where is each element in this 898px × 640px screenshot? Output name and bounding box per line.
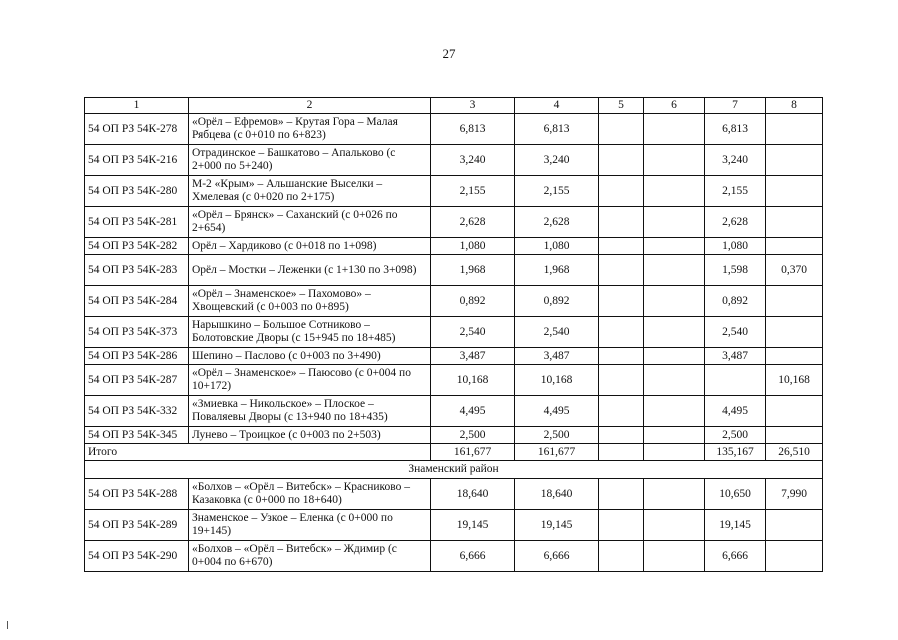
road-code: 54 ОП РЗ 54К-288 [85, 479, 189, 510]
value-c4: 2,155 [515, 176, 599, 207]
value-c3: 2,155 [431, 176, 515, 207]
value-c8 [766, 286, 823, 317]
total-row [85, 444, 823, 461]
table-row [85, 365, 823, 396]
value-c4: 19,145 [515, 510, 599, 541]
value-c8 [766, 427, 823, 444]
value-c8 [766, 207, 823, 238]
value-c7: 2,155 [705, 176, 766, 207]
value-c6 [644, 541, 705, 572]
value-c5 [599, 145, 644, 176]
road-name: «Орёл – Знаменское» – Паюсово (с 0+004 по 10+172) [189, 365, 431, 396]
value-c4: 2,628 [515, 207, 599, 238]
value-c7: 2,628 [705, 207, 766, 238]
road-code: 54 ОП РЗ 54К-290 [85, 541, 189, 572]
road-name: Знаменское – Узкое – Еленка (с 0+000 по 19+145) [189, 510, 431, 541]
value-c7: 3,487 [705, 348, 766, 365]
value-c3: 18,640 [431, 479, 515, 510]
value-c8 [766, 396, 823, 427]
value-c7 [705, 365, 766, 396]
road-name: Нарышкино – Большое Сотниково – Болотовские Дворы (с 15+945 по 18+485) [189, 317, 431, 348]
value-c5 [599, 510, 644, 541]
total-c7: 135,167 [705, 444, 766, 461]
table-row [85, 479, 823, 510]
column-number: 5 [599, 98, 644, 114]
road-code: 54 ОП РЗ 54К-282 [85, 238, 189, 255]
table-row [85, 207, 823, 238]
value-c4: 1,968 [515, 255, 599, 286]
value-c4: 6,666 [515, 541, 599, 572]
value-c7: 4,495 [705, 396, 766, 427]
value-c4: 2,540 [515, 317, 599, 348]
total-c3: 161,677 [431, 444, 515, 461]
table-row [85, 541, 823, 572]
column-number: 3 [431, 98, 515, 114]
value-c8 [766, 348, 823, 365]
table-row [85, 396, 823, 427]
value-c5 [599, 317, 644, 348]
value-c4: 6,813 [515, 114, 599, 145]
road-name: Орёл – Хардиково (с 0+018 по 1+098) [189, 238, 431, 255]
value-c6 [644, 286, 705, 317]
column-number-row [85, 98, 823, 114]
column-number: 1 [85, 98, 189, 114]
value-c7: 1,080 [705, 238, 766, 255]
value-c6 [644, 510, 705, 541]
value-c4: 3,487 [515, 348, 599, 365]
road-name: М-2 «Крым» – Альшанские Выселки – Хмелевая (с 0+020 по 2+175) [189, 176, 431, 207]
table-row [85, 317, 823, 348]
value-c6 [644, 238, 705, 255]
value-c8: 7,990 [766, 479, 823, 510]
value-c6 [644, 255, 705, 286]
value-c7: 0,892 [705, 286, 766, 317]
section-title: Знаменский район [85, 461, 823, 479]
table-row [85, 145, 823, 176]
road-code: 54 ОП РЗ 54К-345 [85, 427, 189, 444]
value-c5 [599, 396, 644, 427]
value-c3: 1,080 [431, 238, 515, 255]
value-c6 [644, 365, 705, 396]
road-name: Орёл – Мостки – Леженки (с 1+130 по 3+098) [189, 255, 431, 286]
total-c4: 161,677 [515, 444, 599, 461]
value-c7: 1,598 [705, 255, 766, 286]
table-row [85, 510, 823, 541]
value-c5 [599, 348, 644, 365]
value-c3: 3,240 [431, 145, 515, 176]
table-row [85, 114, 823, 145]
road-code: 54 ОП РЗ 54К-280 [85, 176, 189, 207]
value-c4: 18,640 [515, 479, 599, 510]
value-c3: 0,892 [431, 286, 515, 317]
value-c4: 3,240 [515, 145, 599, 176]
value-c5 [599, 255, 644, 286]
value-c8 [766, 541, 823, 572]
value-c5 [599, 207, 644, 238]
value-c8 [766, 510, 823, 541]
road-name: Лунево – Троицкое (с 0+003 по 2+503) [189, 427, 431, 444]
value-c3: 6,666 [431, 541, 515, 572]
road-name: Отрадинское – Башкатово – Апальково (с 2+000 по 5+240) [189, 145, 431, 176]
value-c6 [644, 348, 705, 365]
value-c8: 0,370 [766, 255, 823, 286]
column-number: 8 [766, 98, 823, 114]
value-c3: 3,487 [431, 348, 515, 365]
value-c6 [644, 427, 705, 444]
value-c4: 2,500 [515, 427, 599, 444]
road-code: 54 ОП РЗ 54К-289 [85, 510, 189, 541]
road-name: Шепино – Паслово (с 0+003 по 3+490) [189, 348, 431, 365]
value-c6 [644, 396, 705, 427]
table-body [85, 98, 823, 572]
value-c6 [644, 317, 705, 348]
scan-mark [7, 621, 8, 629]
road-code: 54 ОП РЗ 54К-216 [85, 145, 189, 176]
table-row [85, 286, 823, 317]
value-c6 [644, 176, 705, 207]
value-c7: 2,500 [705, 427, 766, 444]
table-row [85, 255, 823, 286]
road-name: «Змиевка – Никольское» – Плоское – Поваляевы Дворы (с 13+940 по 18+435) [189, 396, 431, 427]
value-c4: 1,080 [515, 238, 599, 255]
value-c5 [599, 286, 644, 317]
value-c3: 2,628 [431, 207, 515, 238]
total-c8: 26,510 [766, 444, 823, 461]
table-row [85, 427, 823, 444]
value-c8 [766, 176, 823, 207]
road-code: 54 ОП РЗ 54К-287 [85, 365, 189, 396]
road-name: «Орёл – Ефремов» – Крутая Гора – Малая Рябцева (с 0+010 по 6+823) [189, 114, 431, 145]
value-c5 [599, 479, 644, 510]
value-c5 [599, 365, 644, 396]
road-name: «Орёл – Знаменское» – Пахомово» – Хвощевский (с 0+003 по 0+895) [189, 286, 431, 317]
value-c4: 4,495 [515, 396, 599, 427]
total-label: Итого [85, 444, 431, 461]
road-code: 54 ОП РЗ 54К-373 [85, 317, 189, 348]
value-c5 [599, 238, 644, 255]
road-name: «Орёл – Брянск» – Саханский (с 0+026 по 2+654) [189, 207, 431, 238]
value-c8 [766, 114, 823, 145]
value-c3: 4,495 [431, 396, 515, 427]
road-code: 54 ОП РЗ 54К-283 [85, 255, 189, 286]
total-c5 [599, 444, 644, 461]
value-c3: 2,540 [431, 317, 515, 348]
value-c7: 19,145 [705, 510, 766, 541]
value-c3: 10,168 [431, 365, 515, 396]
value-c7: 2,540 [705, 317, 766, 348]
value-c5 [599, 541, 644, 572]
value-c8: 10,168 [766, 365, 823, 396]
value-c5 [599, 176, 644, 207]
table-row [85, 238, 823, 255]
column-number: 4 [515, 98, 599, 114]
value-c7: 6,666 [705, 541, 766, 572]
value-c6 [644, 479, 705, 510]
table-row [85, 348, 823, 365]
road-code: 54 ОП РЗ 54К-281 [85, 207, 189, 238]
value-c6 [644, 207, 705, 238]
value-c7: 3,240 [705, 145, 766, 176]
road-code: 54 ОП РЗ 54К-286 [85, 348, 189, 365]
value-c5 [599, 114, 644, 145]
road-name: «Болхов – «Орёл – Витебск» – Красниково – Казаковка (с 0+000 по 18+640) [189, 479, 431, 510]
value-c3: 19,145 [431, 510, 515, 541]
value-c3: 1,968 [431, 255, 515, 286]
road-name: «Болхов – «Орёл – Витебск» – Ждимир (с 0+004 по 6+670) [189, 541, 431, 572]
value-c6 [644, 114, 705, 145]
section-row [85, 461, 823, 479]
column-number: 6 [644, 98, 705, 114]
total-c6 [644, 444, 705, 461]
road-code: 54 ОП РЗ 54К-332 [85, 396, 189, 427]
roads-table [84, 97, 823, 572]
value-c3: 2,500 [431, 427, 515, 444]
road-code: 54 ОП РЗ 54К-284 [85, 286, 189, 317]
value-c7: 10,650 [705, 479, 766, 510]
column-number: 2 [189, 98, 431, 114]
table-row [85, 176, 823, 207]
column-number: 7 [705, 98, 766, 114]
value-c3: 6,813 [431, 114, 515, 145]
value-c4: 10,168 [515, 365, 599, 396]
value-c8 [766, 317, 823, 348]
page-number: 27 [442, 46, 456, 61]
value-c7: 6,813 [705, 114, 766, 145]
value-c8 [766, 238, 823, 255]
value-c6 [644, 145, 705, 176]
road-code: 54 ОП РЗ 54К-278 [85, 114, 189, 145]
value-c4: 0,892 [515, 286, 599, 317]
value-c8 [766, 145, 823, 176]
value-c5 [599, 427, 644, 444]
